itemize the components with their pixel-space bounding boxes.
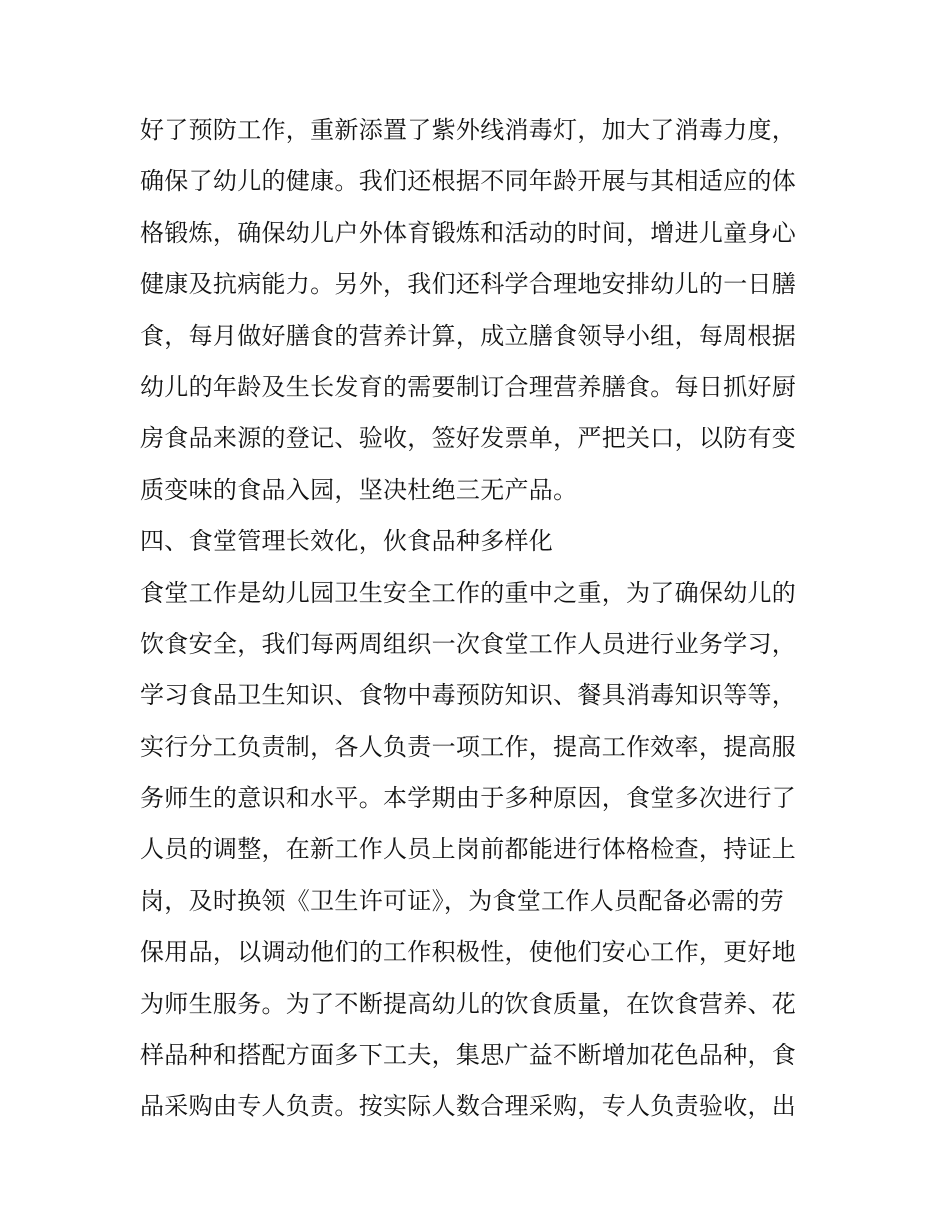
text-line: 岗，及时换领《卫生许可证》，为食堂工作人员配备必需的劳 bbox=[140, 886, 785, 915]
section-heading: 四、食堂管理长效化，伙食品种多样化 bbox=[140, 527, 554, 556]
text-line: 样品种和搭配方面多下工夫，集思广益不断增加花色品种，食 bbox=[140, 1041, 797, 1070]
text-line: 保用品，以调动他们的工作积极性，使他们安心工作，更好地 bbox=[140, 938, 797, 967]
text-line: 格锻炼，确保幼儿户外体育锻炼和活动的时间，增进儿童身心 bbox=[140, 218, 797, 247]
text-line: 健康及抗病能力。另外，我们还科学合理地安排幼儿的一日膳 bbox=[140, 270, 797, 299]
text-line: 确保了幼儿的健康。我们还根据不同年龄开展与其相适应的体 bbox=[140, 167, 797, 196]
text-line: 好了预防工作，重新添置了紫外线消毒灯，加大了消毒力度， bbox=[140, 116, 797, 144]
text-line: 房食品来源的登记、验收，签好发票单，严把关口，以防有变 bbox=[140, 424, 797, 453]
body-text bbox=[140, 105, 820, 1133]
text-line: 务师生的意识和水平。本学期由于多种原因，食堂多次进行了 bbox=[140, 784, 797, 813]
text-line: 饮食安全，我们每两周组织一次食堂工作人员进行业务学习， bbox=[140, 629, 797, 658]
text-line: 幼儿的年龄及生长发育的需要制订合理营养膳食。每日抓好厨 bbox=[140, 372, 797, 401]
text-line: 人员的调整，在新工作人员上岗前都能进行体格检查，持证上 bbox=[140, 835, 797, 864]
text-line: 学习食品卫生知识、食物中毒预防知识、餐具消毒知识等等， bbox=[140, 681, 797, 710]
text-line: 实行分工负责制，各人负责一项工作，提高工作效率，提高服 bbox=[140, 732, 797, 761]
text-line: 食，每月做好膳食的营养计算，成立膳食领导小组，每周根据 bbox=[140, 321, 797, 350]
text-line: 品采购由专人负责。按实际人数合理采购，专人负责验收，出 bbox=[140, 1092, 797, 1121]
text-line: 质变味的食品入园，坚决杜绝三无产品。 bbox=[140, 475, 578, 504]
text-line: 为师生服务。为了不断提高幼儿的饮食质量，在饮食营养、花 bbox=[140, 989, 797, 1018]
text-line: 食堂工作是幼儿园卫生安全工作的重中之重，为了确保幼儿的 bbox=[140, 578, 797, 607]
